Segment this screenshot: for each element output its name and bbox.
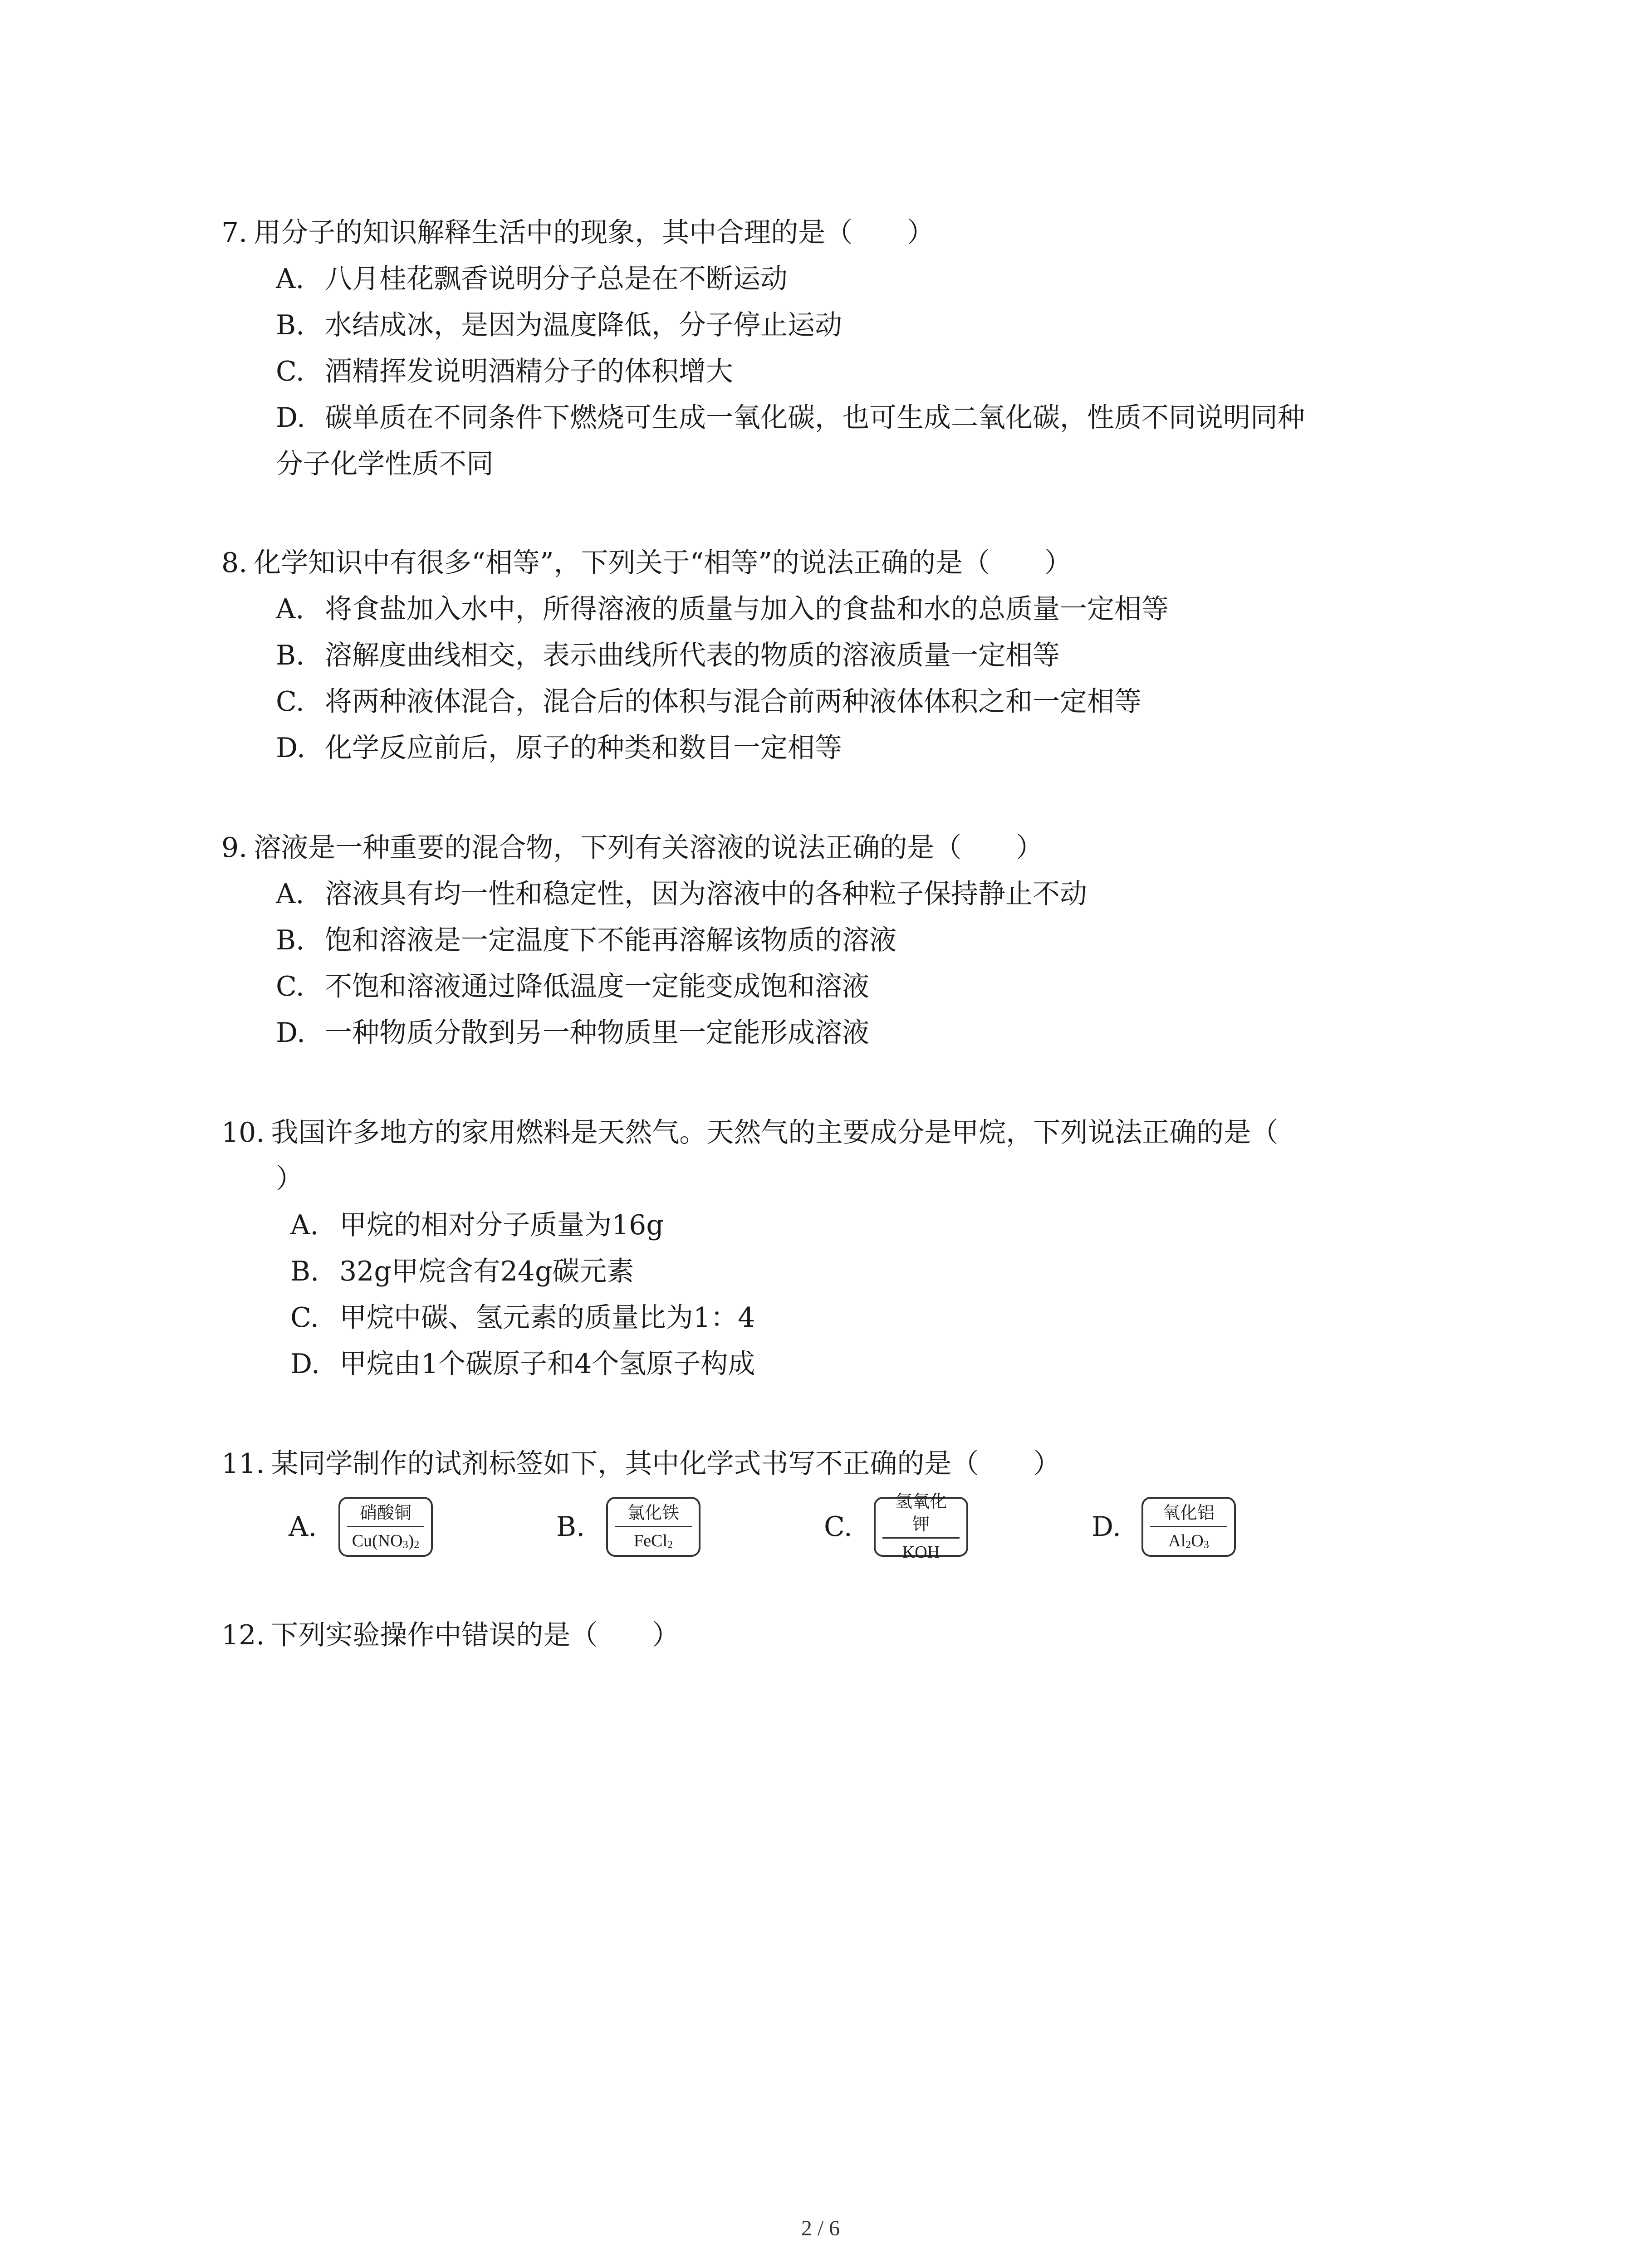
option-d-continuation: 分子化学性质不同 — [276, 448, 494, 480]
reagent-formula: KOH — [902, 1542, 940, 1562]
label-card — [874, 1491, 968, 1562]
label-card — [338, 1497, 433, 1557]
reagent-name: 氢氧化钾 — [882, 1490, 960, 1539]
question-stem: 我国许多地方的家用燃料是天然气。天然气的主要成分是甲烷，下列说法正确的是（ — [271, 1117, 1279, 1149]
option-d: D. 甲烷由1个碳原子和4个氢原子构成 — [290, 1348, 755, 1380]
question-number: 7. — [221, 217, 248, 249]
question-11 — [221, 1441, 1446, 1573]
reagent-name: 氧化铝 — [1150, 1501, 1227, 1527]
question-number: 10. — [221, 1117, 265, 1149]
question-number: 8. — [221, 547, 248, 579]
question-number: 12. — [221, 1619, 265, 1651]
reagent-formula: $Al_2O_3$ — [1168, 1531, 1209, 1551]
label-card — [606, 1497, 700, 1557]
option-d: D. 化学反应前后，原子的种类和数目一定相等 — [276, 732, 842, 764]
question-stem: 化学知识中有很多“相等”，下列关于“相等”的说法正确的是（ ） — [254, 547, 1072, 579]
question-12 — [221, 1612, 1446, 1658]
option-a: A. 将食盐加入水中，所得溶液的质量与加入的食盐和水的总质量一定相等 — [276, 593, 1169, 625]
option-c: C. 不饱和溶液通过降低温度一定能变成饱和溶液 — [276, 971, 869, 1002]
option-a: A. 甲烷的相对分子质量为16g — [290, 1209, 664, 1241]
question-number: 11. — [221, 1448, 265, 1480]
option-c: C. 酒精挥发说明酒精分子的体积增大 — [276, 356, 733, 387]
question-stem: 下列实验操作中错误的是（ ） — [271, 1619, 680, 1651]
question-10 — [221, 1110, 1446, 1387]
option-d: D. 碳单质在不同条件下燃烧可生成一氧化碳，也可生成二氧化碳，性质不同说明同种 — [276, 402, 1305, 434]
option-a: A. 八月桂花飘香说明分子总是在不断运动 — [276, 263, 788, 295]
question-stem: 溶液是一种重要的混合物，下列有关溶液的说法正确的是（ ） — [254, 832, 1043, 864]
option-b: B. 水结成冰，是因为温度降低，分子停止运动 — [276, 309, 842, 341]
option-d: D. 一种物质分散到另一种物质里一定能形成溶液 — [276, 1017, 869, 1049]
reagent-labels — [221, 1487, 1446, 1573]
reagent-label-a: A. 硝酸铜 $Cu(NO_3)_2$ — [289, 1497, 433, 1557]
question-stem: 某同学制作的试剂标签如下，其中化学式书写不正确的是（ ） — [271, 1448, 1061, 1480]
question-9 — [221, 825, 1446, 1056]
reagent-formula: $Cu(NO_3)_2$ — [352, 1531, 420, 1551]
option-c: C. 将两种液体混合，混合后的体积与混合前两种液体体积之和一定相等 — [276, 686, 1141, 718]
option-b: B. 32g甲烷含有24g碳元素 — [290, 1256, 634, 1287]
question-8 — [221, 540, 1446, 771]
option-a: A. 溶液具有均一性和稳定性，因为溶液中的各种粒子保持静止不动 — [276, 878, 1087, 910]
question-stem: 用分子的知识解释生活中的现象，其中合理的是（ ） — [254, 217, 935, 249]
question-7 — [221, 210, 1446, 487]
reagent-label-c: C. 氢氧化钾 KOH — [824, 1497, 968, 1557]
question-stem-continuation: ） — [276, 1163, 303, 1195]
question-number: 9. — [221, 832, 248, 864]
reagent-label-b: B. 氯化铁 FeCl$_2$ — [556, 1497, 700, 1557]
page-number: 2 / 6 — [801, 2216, 840, 2240]
reagent-formula: FeCl$_2$ — [634, 1531, 673, 1551]
option-b: B. 溶解度曲线相交，表示曲线所代表的物质的溶液质量一定相等 — [276, 640, 1060, 671]
reagent-label-d: D. 氧化铝 $Al_2O_3$ — [1092, 1497, 1236, 1557]
option-b: B. 饱和溶液是一定温度下不能再溶解该物质的溶液 — [276, 924, 896, 956]
label-card — [1141, 1497, 1236, 1557]
option-c: C. 甲烷中碳、氢元素的质量比为1：4 — [290, 1302, 755, 1334]
reagent-name: 氯化铁 — [615, 1501, 692, 1527]
reagent-name: 硝酸铜 — [347, 1501, 424, 1527]
